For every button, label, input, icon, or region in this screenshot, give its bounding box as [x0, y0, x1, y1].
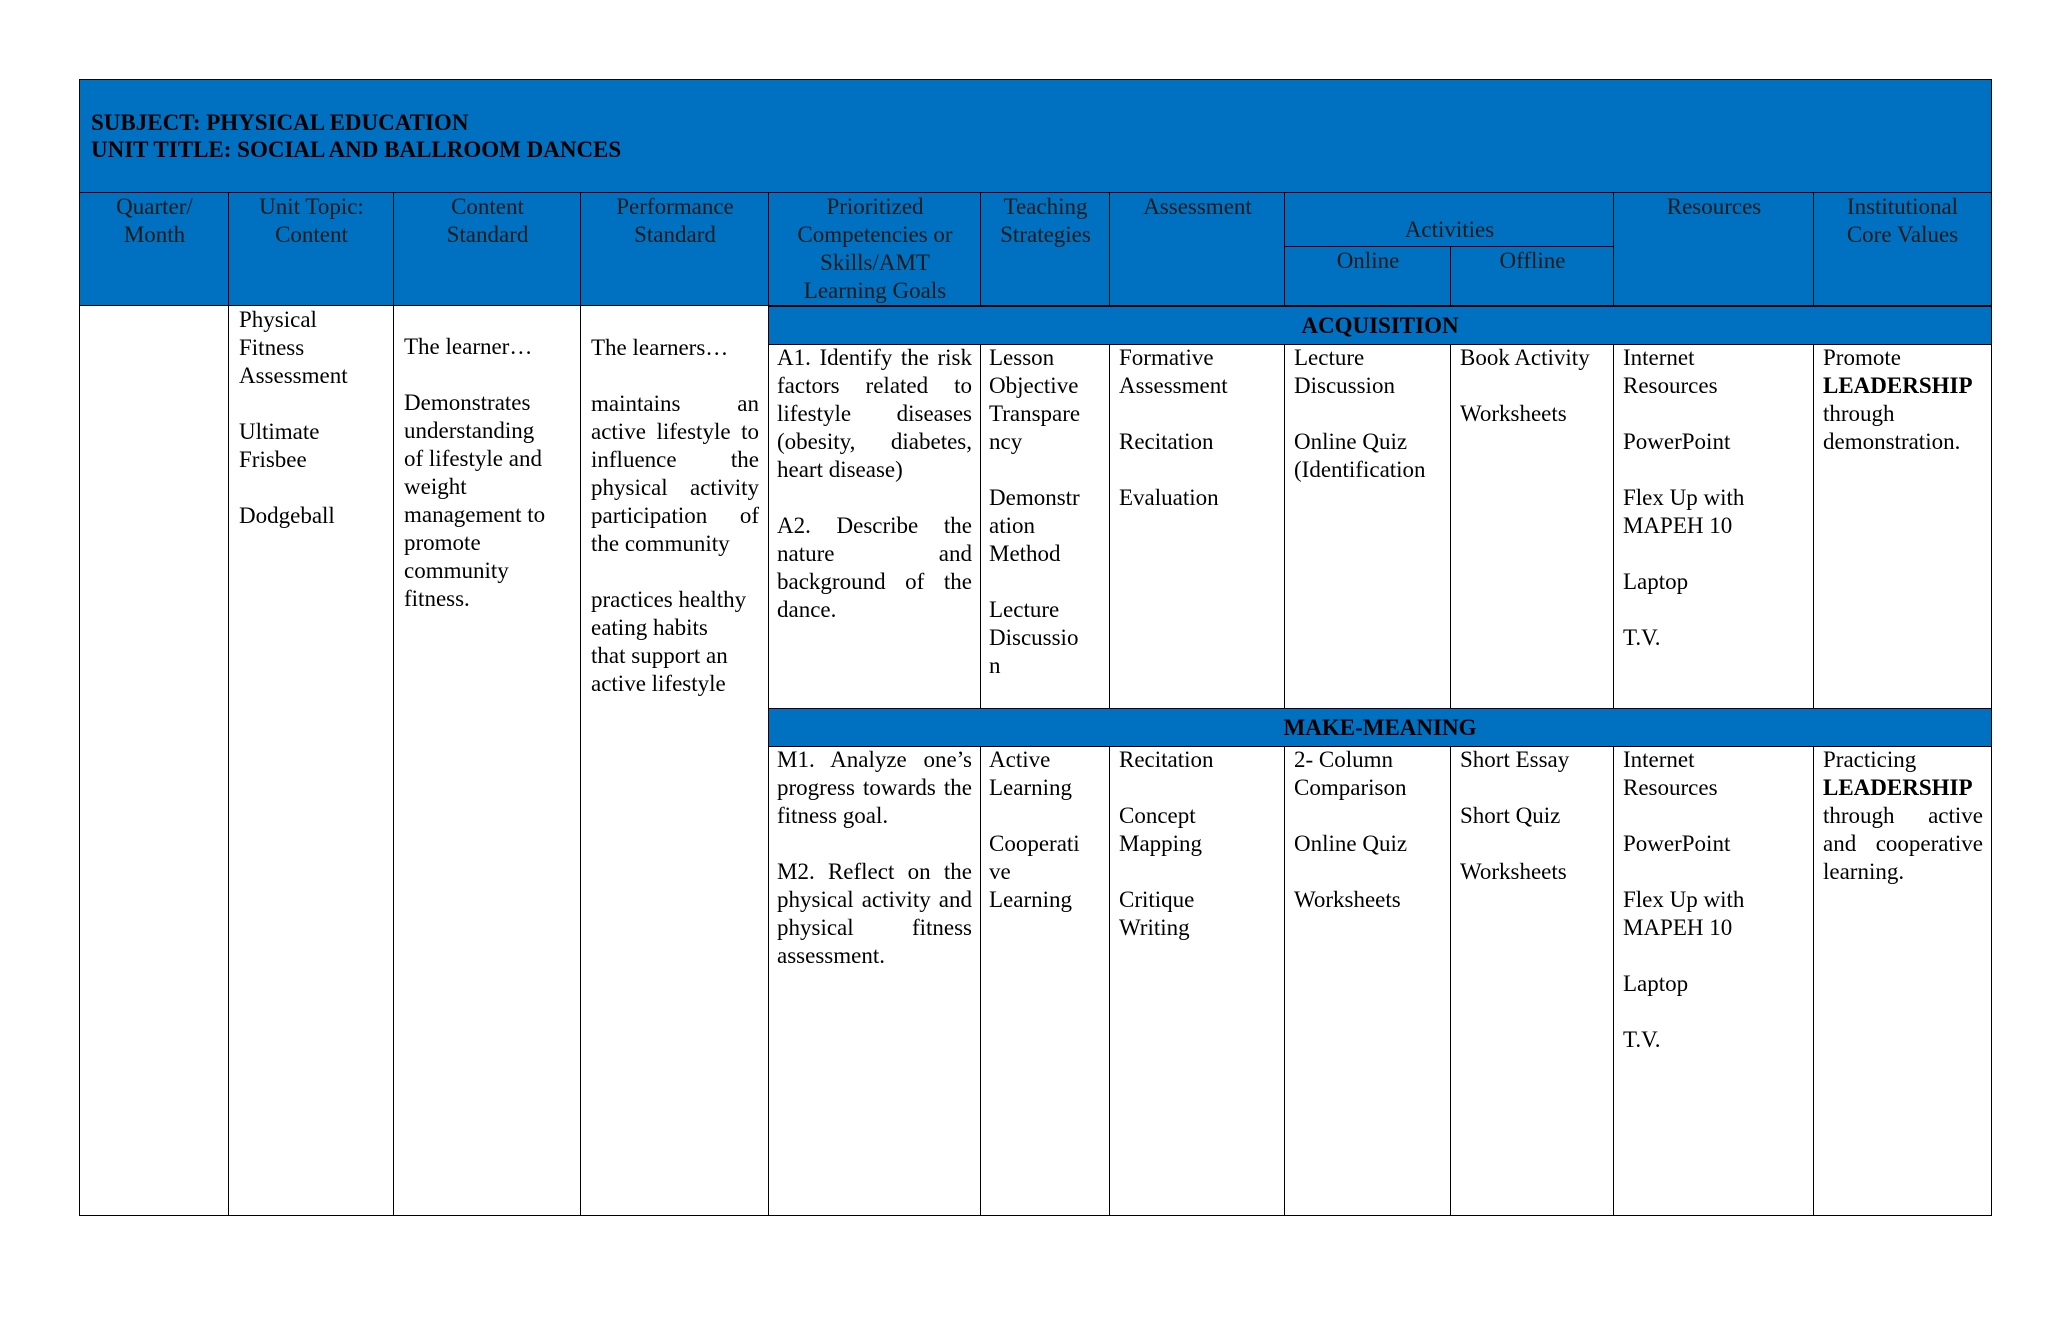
col-header-performance-standard: Performance Standard	[616, 194, 734, 247]
acquisition-teaching-strategies: Lesson Objective Transpare ncy Demonstr ation Method Lecture Discussio n	[989, 345, 1081, 678]
acquisition-offline-activities: Book Activity Worksheets	[1460, 345, 1590, 426]
col-header-resources: Resources	[1666, 194, 1762, 219]
col-header-content-standard: Content Standard	[446, 194, 529, 247]
section-band-acquisition: ACQUISITION	[769, 306, 1991, 345]
make-meaning-competencies: M1. Analyze one’s progress towards the fitness goal. M2. Reflect on the physical activity and physical fitness assessment.	[777, 747, 972, 968]
content-standard-cell: The learner… Demonstrates understanding of lifestyle and weight management to promote community fitness.	[404, 333, 576, 613]
grid-line	[1284, 345, 1285, 708]
content-standard-lead: The learner…	[404, 334, 533, 359]
grid-line	[768, 193, 769, 1215]
grid-line	[1813, 193, 1814, 306]
make-meaning-offline-activities: Short Essay Short Quiz Worksheets	[1460, 747, 1570, 884]
grid-line	[1284, 747, 1285, 1215]
col-header-unit-topic: Unit Topic: Content	[259, 194, 364, 247]
col-header-assessment: Assessment	[1143, 194, 1252, 219]
grid-line	[1613, 193, 1614, 306]
grid-line	[1813, 747, 1814, 1215]
col-header-quarter: Quarter/ Month	[116, 194, 193, 247]
section-band-make-meaning: MAKE-MEANING	[769, 708, 1991, 747]
make-meaning-online-activities: 2- Column Comparison Online Quiz Worksheets	[1294, 747, 1408, 912]
grid-line	[1109, 747, 1110, 1215]
grid-line	[1284, 246, 1613, 247]
grid-line	[1450, 345, 1451, 708]
grid-line	[1450, 747, 1451, 1215]
grid-line	[1450, 246, 1451, 306]
col-header-teaching-strategies: Teaching Strategies	[1000, 194, 1091, 247]
col-header-offline: Offline	[1499, 248, 1566, 273]
grid-line	[980, 345, 981, 708]
col-header-competencies: Prioritized Competencies or Skills/AMT Learning Goals	[797, 194, 953, 303]
grid-line	[980, 747, 981, 1215]
grid-line	[1109, 193, 1110, 306]
grid-line	[1613, 345, 1614, 708]
unit-title: UNIT TITLE: SOCIAL AND BALLROOM DANCES	[91, 137, 622, 162]
subject-title: SUBJECT: PHYSICAL EDUCATION	[91, 110, 469, 135]
grid-line	[1613, 747, 1614, 1215]
grid-line	[393, 193, 394, 1215]
acquisition-online-activities: Lecture Discussion Online Quiz (Identification	[1294, 345, 1426, 482]
unit-topic-cell: Physical Fitness Assessment Ultimate Frisbee Dodgeball	[239, 307, 348, 528]
grid-line	[228, 193, 229, 1215]
col-header-activities: Activities	[1404, 217, 1495, 242]
grid-line	[1109, 345, 1110, 708]
make-meaning-resources: Internet Resources PowerPoint Flex Up with MAPEH 10 Laptop T.V.	[1623, 747, 1745, 1052]
performance-standard-p1: maintains an active lifestyle to influence the physical activity participation of the community	[591, 391, 759, 556]
col-header-online: Online	[1336, 248, 1400, 273]
acquisition-assessment: Formative Assessment Recitation Evaluation	[1119, 345, 1228, 510]
make-meaning-teaching-strategies: Active Learning Cooperati ve Learning	[989, 747, 1080, 912]
make-meaning-core-values: Practicing LEADERSHIP through active and cooperative learning.	[1823, 747, 1983, 884]
grid-line	[980, 193, 981, 306]
grid-line	[1813, 345, 1814, 708]
acquisition-resources: Internet Resources PowerPoint Flex Up with MAPEH 10 Laptop T.V.	[1623, 345, 1745, 650]
grid-line	[1284, 193, 1285, 306]
performance-standard-cell: The learners… maintains an active lifestyle to influence the physical activity participation of the community practices healthy eating habits that support an active lifestyle	[591, 335, 759, 696]
col-header-core-values: Institutional Core Values	[1846, 194, 1959, 247]
acquisition-competencies: A1. Identify the risk factors related to lifestyle diseases (obesity, diabetes, heart disease) A2. Describe the nature and background of the dance.	[777, 345, 972, 622]
make-meaning-assessment: Recitation Concept Mapping Critique Writing	[1119, 747, 1214, 940]
column-header-band	[80, 193, 1991, 306]
title-band	[80, 80, 1991, 193]
grid-line	[580, 193, 581, 1215]
acquisition-core-values: Promote LEADERSHIP through demonstration.	[1823, 345, 1973, 454]
curriculum-map-table	[79, 79, 1992, 1216]
performance-standard-lead: The learners…	[591, 335, 729, 360]
